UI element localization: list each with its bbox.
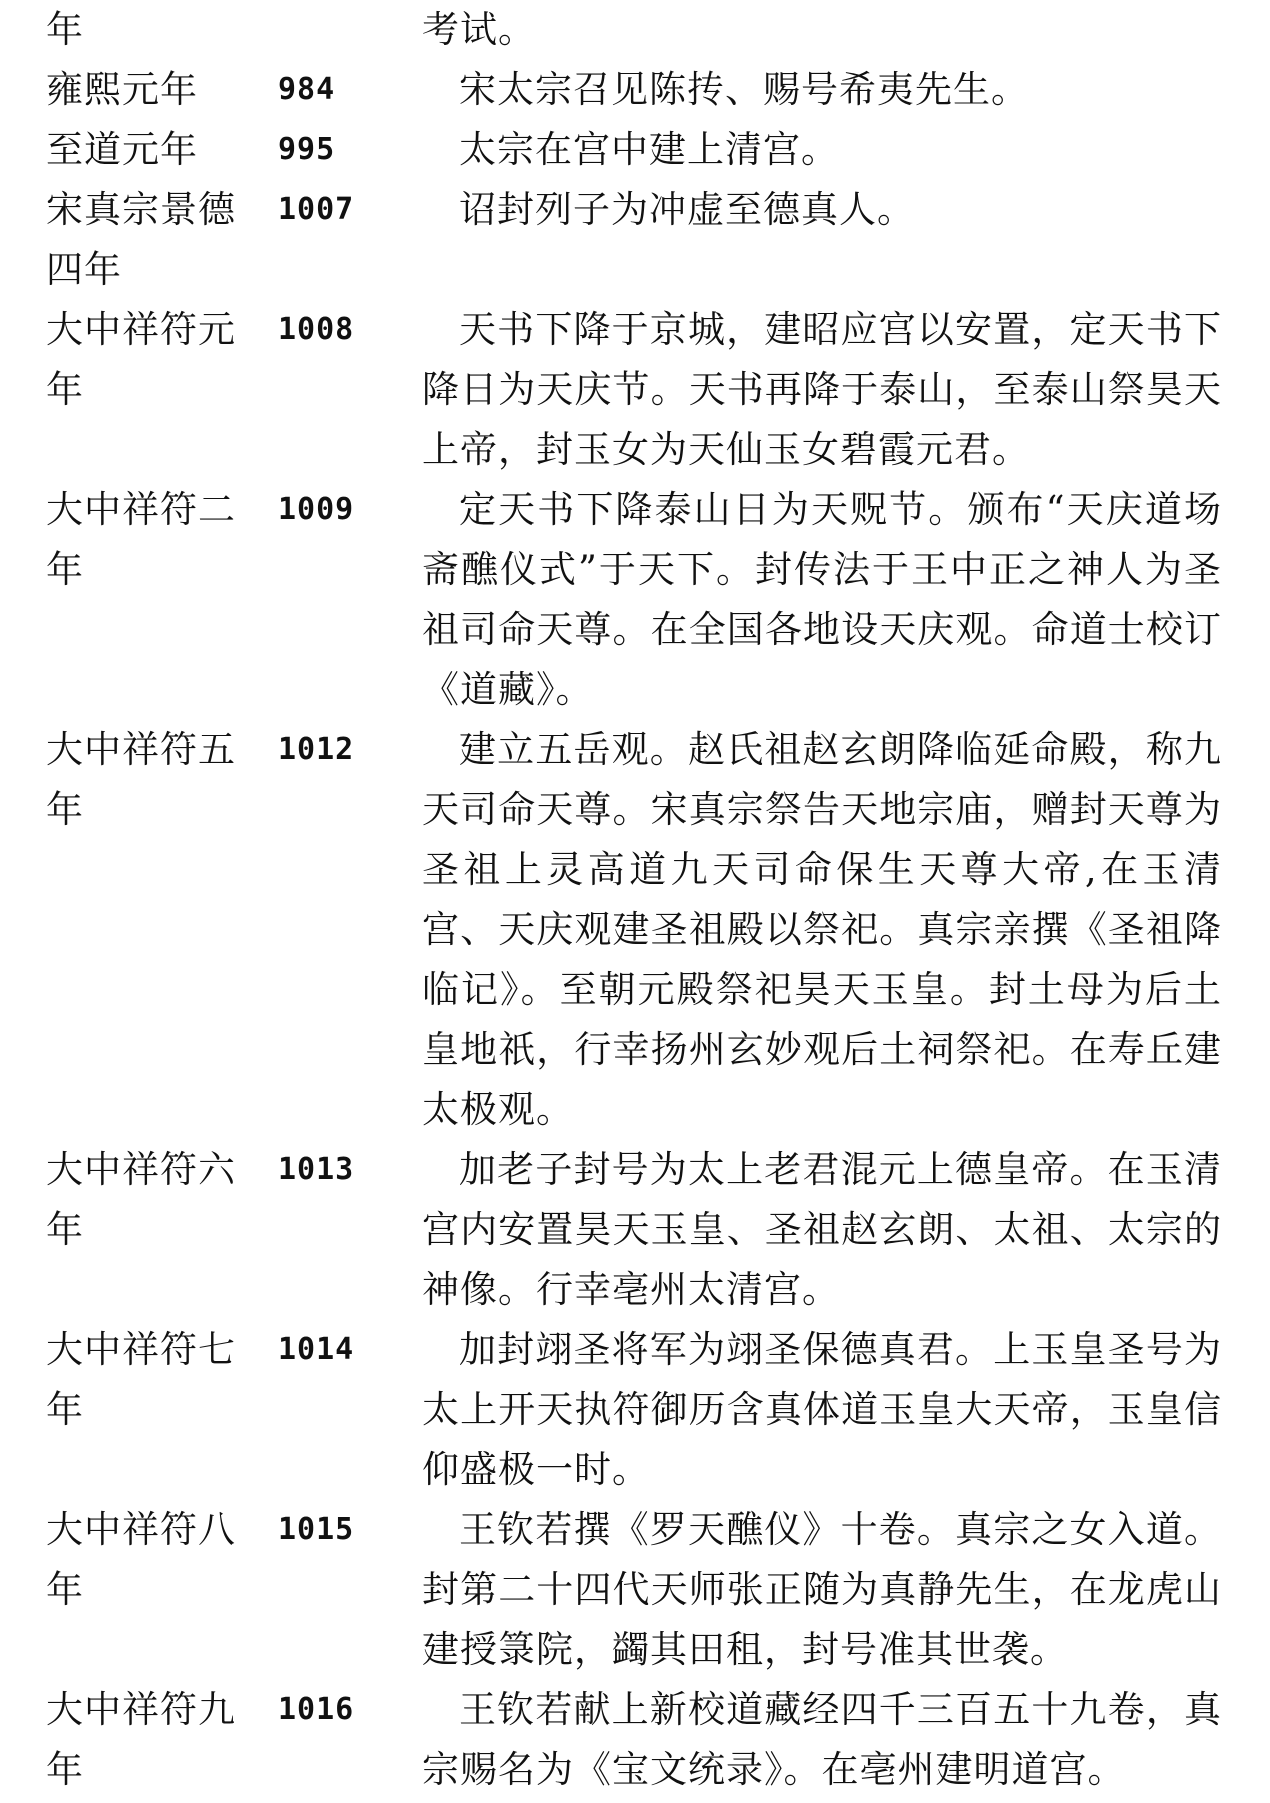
year-number: 1016 <box>278 1692 355 1727</box>
event-text: 定天书下降泰山日为天贶节。颁布“天庆道场斋醮仪式”于天下。封传法于王中正之神人为圣祖司命天尊。在全国各地设天庆观。命道士校订《道藏》。 <box>422 488 1222 711</box>
reign-name: 年 <box>46 8 84 51</box>
year-number: 995 <box>278 132 336 167</box>
reign-name: 大中祥符六年 <box>46 1148 236 1251</box>
event-text: 加老子封号为太上老君混元上德皇帝。在玉清宫内安置昊天玉皇、圣祖赵玄朗、太祖、太宗的神像。行幸亳州太清宫。 <box>422 1148 1222 1311</box>
event-text: 王钦若献上新校道藏经四千三百五十九卷，真宗赐名为《宝文统录》。在亳州建明道宫。 <box>422 1688 1222 1791</box>
reign-name: 大中祥符二年 <box>46 488 236 591</box>
year-number: 1015 <box>278 1512 355 1547</box>
year-number: 1012 <box>278 732 355 767</box>
reign-name: 宋真宗景德四年 <box>46 188 236 291</box>
event-text: 宋太宗召见陈抟、赐号希夷先生。 <box>459 68 1029 111</box>
event-text: 天书下降于京城，建昭应宫以安置，定天书下降日为天庆节。天书再降于泰山，至泰山祭昊天上帝，封玉女为天仙玉女碧霞元君。 <box>422 308 1222 471</box>
event-text: 加封翊圣将军为翊圣保德真君。上玉皇圣号为太上开天执符御历含真体道玉皇大天帝，玉皇信仰盛极一时。 <box>422 1328 1222 1491</box>
reign-name: 大中祥符七年 <box>46 1328 236 1431</box>
event-text: 考试。 <box>422 8 536 51</box>
event-text: 太宗在宫中建上清宫。 <box>459 128 839 171</box>
year-number: 1014 <box>278 1332 355 1367</box>
reign-name: 大中祥符五年 <box>46 728 236 831</box>
year-number: 984 <box>278 72 336 107</box>
reign-name: 大中祥符九年 <box>46 1688 236 1791</box>
year-number: 1013 <box>278 1152 355 1187</box>
event-text: 诏封列子为冲虚至德真人。 <box>459 188 915 231</box>
event-text: 建立五岳观。赵氏祖赵玄朗降临延命殿，称九天司命天尊。宋真宗祭告天地宗庙，赠封天尊为圣祖上灵高道九天司命保生天尊大帝,在玉清宫、天庆观建圣祖殿以祭祀。真宗亲撰《圣祖降临记》。至朝元殿祭祀昊天玉皇。封土母为后土皇地祇，行幸扬州玄妙观后土祠祭祀。在寿丘建太极观。 <box>422 728 1222 1131</box>
reign-name: 至道元年 <box>46 128 198 171</box>
reign-name: 大中祥符元年 <box>46 308 236 411</box>
year-number: 1008 <box>278 312 355 347</box>
event-text: 王钦若撰《罗天醮仪》十卷。真宗之女入道。封第二十四代天师张正随为真静先生，在龙虎山建授箓院，蠲其田租，封号准其世袭。 <box>422 1508 1222 1671</box>
reign-name: 大中祥符八年 <box>46 1508 236 1611</box>
year-number: 1007 <box>278 192 355 227</box>
reign-name: 雍熙元年 <box>46 68 198 111</box>
year-number: 1009 <box>278 492 355 527</box>
